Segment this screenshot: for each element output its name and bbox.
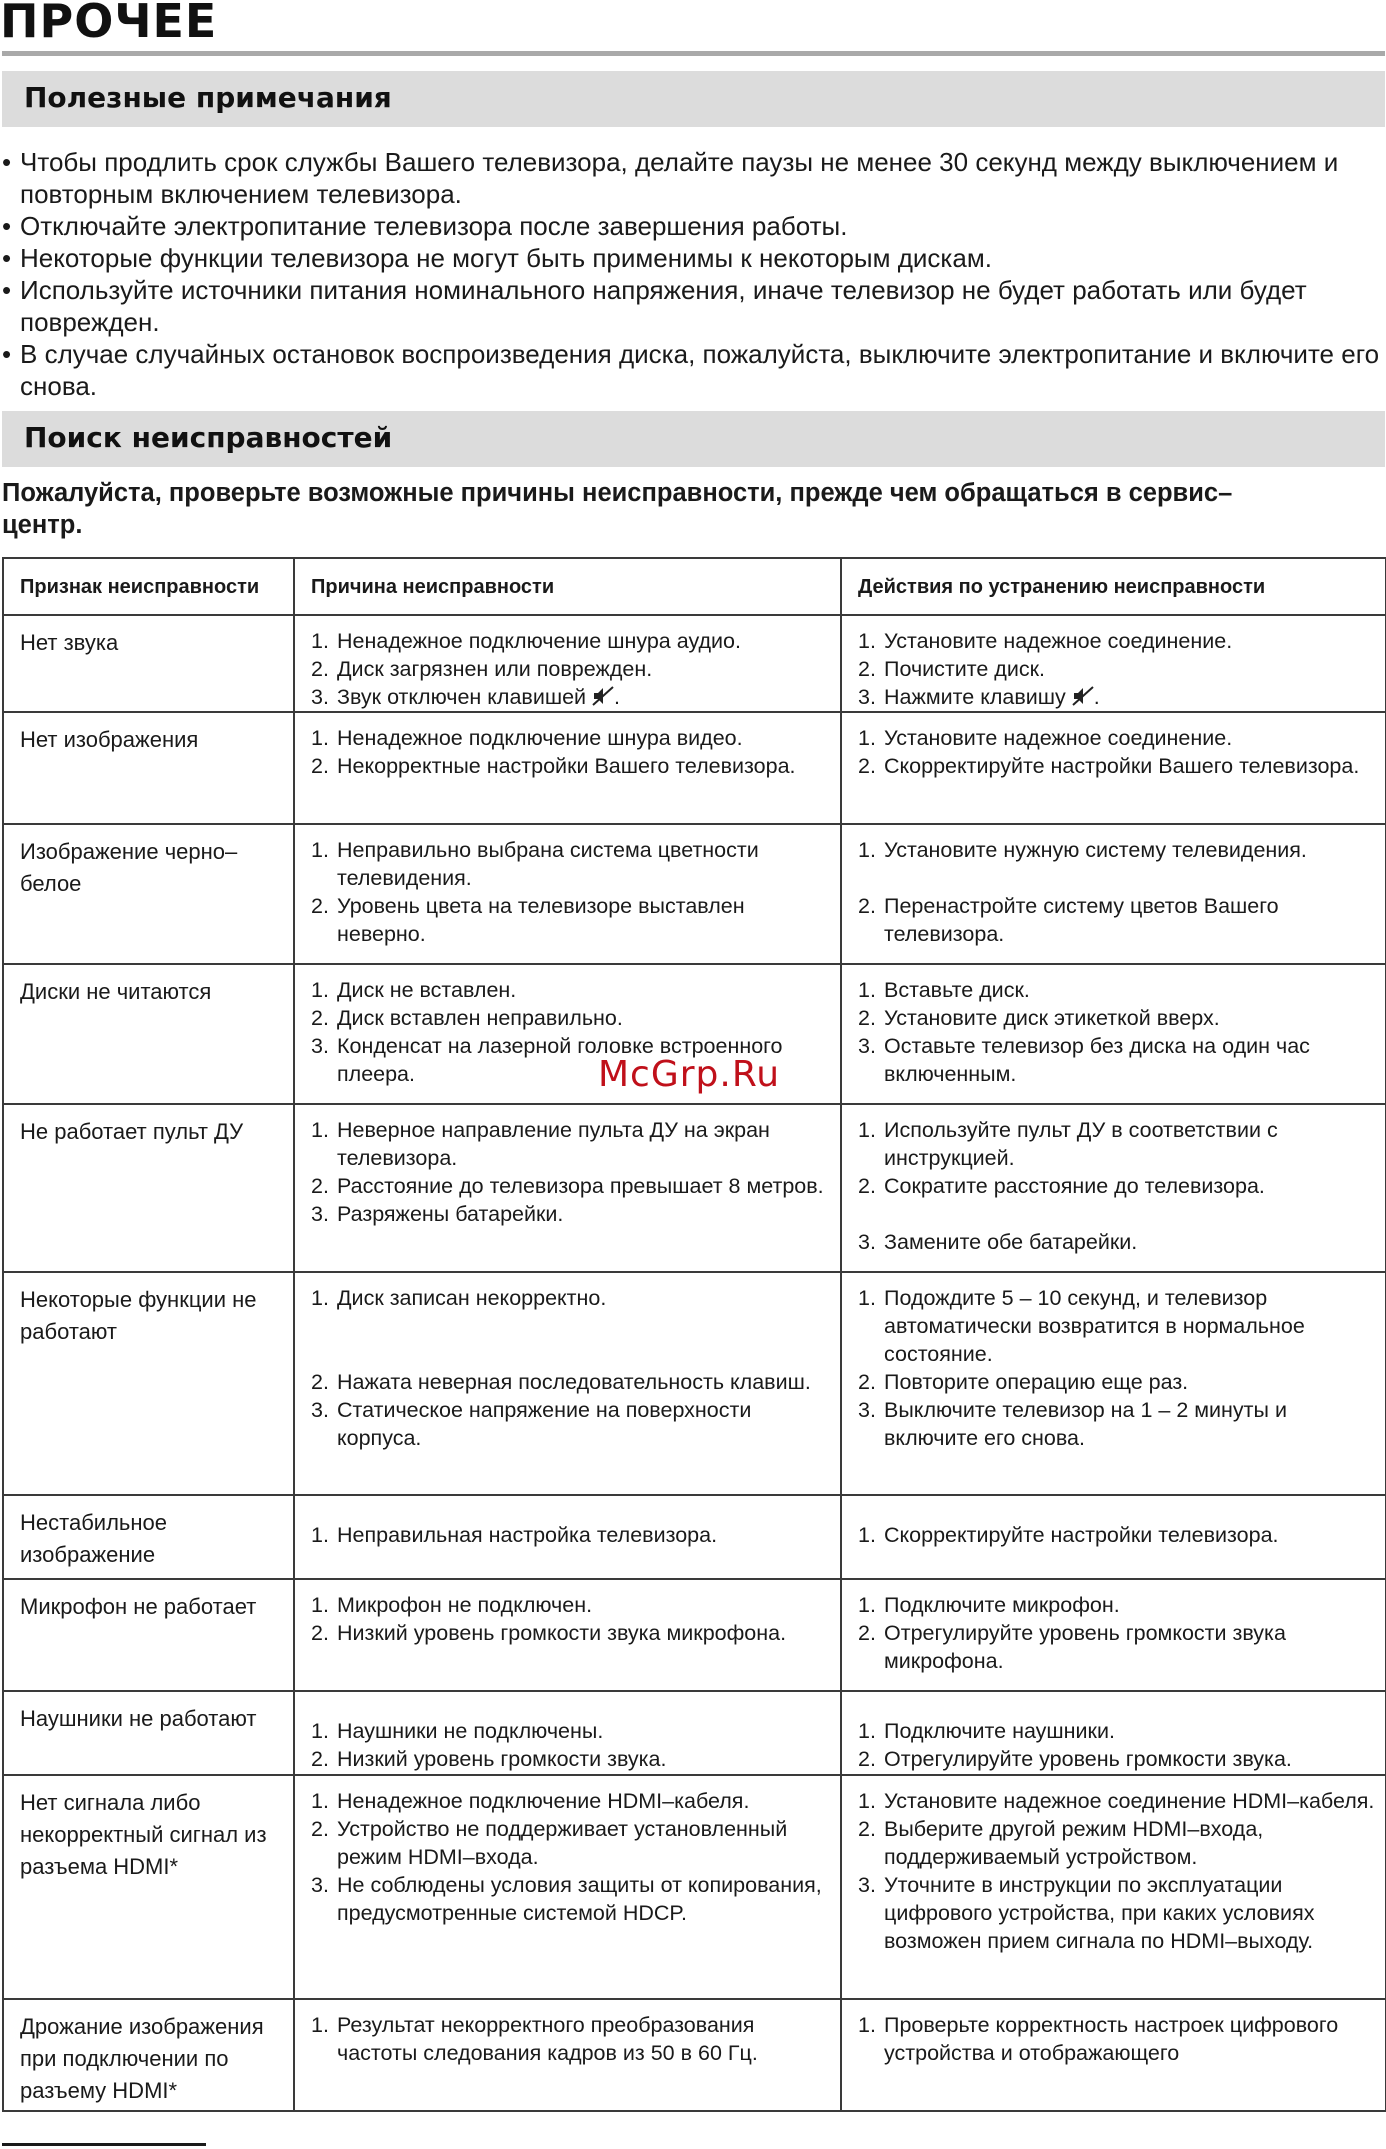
symptom-cell: Нет звука [3,615,294,712]
page-title: ПРОЧЕЕ [0,0,218,48]
action-cell: 1. Установите надежное соединение. 2. Почистите диск. 3. Нажмите клавишу . [841,615,1386,712]
column-header: Причина неисправности [294,558,841,615]
action-cell: 1. Подождите 5 – 10 секунд, и телевизор автоматически возвратится в нормальное состояние. 2. Повторите операцию еще раз. 3. Выключите телевизор на 1 – 2 минуты и включите его снова. [841,1272,1386,1495]
action-cell: 1. Скорректируйте настройки телевизора. [841,1495,1386,1579]
table-header-row [3,558,1386,615]
mute-icon [1072,686,1094,706]
title-rule [2,51,1385,56]
intro-text: Пожалуйста, проверьте возможные причины неисправности, прежде чем обращаться в сервис–центр. [2,479,1233,539]
mute-icon [592,686,614,706]
cause-cell: 1. Неправильно выбрана система цветности телевидения. 2. Уровень цвета на телевизоре выставлен неверно. [294,824,841,964]
watermark: McGrp.Ru [598,1054,781,1095]
action-cell: 1. Проверьте корректность настроек цифрового устройства и отображающего [841,1999,1386,2111]
list-item: • В случае случайных остановок воспроизведения диска, пожалуйста, выключите электропитание и включите его снова. [0,338,1380,402]
action-cell: 1. Установите надежное соединение HDMI–кабеля. 2. Выберите другой режим HDMI–входа, поддерживаемый устройством. 3. Уточните в инструкции по эксплуатации цифрового устройства, при каких условиях возможен прием сигнала по HDMI–выходу. [841,1775,1386,1999]
action-cell: 1. Установите нужную систему телевидения. 2. Перенастройте систему цветов Вашего телевизора. [841,824,1386,964]
cause-cell: 1. Результат некорректного преобразования частоты следования кадров из 50 в 60 Гц. [294,1999,841,2111]
action-cell: 1. Используйте пульт ДУ в соответствии с инструкцией. 2. Сократите расстояние до телевизора. 3. Замените обе батарейки. [841,1104,1386,1272]
symptom-cell: Микрофон не работает [3,1579,294,1691]
cause-cell: 1. Микрофон не подключен. 2. Низкий уровень громкости звука микрофона. [294,1579,841,1691]
list-item: • Чтобы продлить срок службы Вашего телевизора, делайте паузы не менее 30 секунд между выключением и повторным включением телевизора. [0,146,1380,210]
column-header: Признак неисправности [3,558,294,615]
list-item: • Используйте источники питания номинального напряжения, иначе телевизор не будет работать или будет поврежден. [0,274,1380,338]
symptom-cell: Не работает пульт ДУ [3,1104,294,1272]
table-row [3,824,1386,964]
table-row [3,1272,1386,1495]
symptom-cell: Изображение черно–белое [3,824,294,964]
cause-cell: 1. Ненадежное подключение шнура видео. 2. Некорректные настройки Вашего телевизора. [294,712,841,824]
table-row [3,615,1386,712]
table-row [3,1104,1386,1272]
action-cell: 1. Подключите микрофон. 2. Отрегулируйте уровень громкости звука микрофона. [841,1579,1386,1691]
section-header-troubleshoot [2,411,1385,467]
footnote-rule [2,2143,206,2146]
action-cell: 1. Установите надежное соединение. 2. Скорректируйте настройки Вашего телевизора. [841,712,1386,824]
symptom-cell: Нет сигнала либо некорректный сигнал из разъема HDMI* [3,1775,294,1999]
table-row [3,712,1386,824]
cause-cell: 1. Ненадежное подключение HDMI–кабеля. 2. Устройство не поддерживает установленный режим HDMI–входа. 3. Не соблюдены условия защиты от копирования, предусмотренные системой HDCP. [294,1775,841,1999]
list-item: • Некоторые функции телевизора не могут быть применимы к некоторым дискам. [0,242,1380,274]
section-header-notes [2,71,1385,127]
table-row [3,1579,1386,1691]
action-cell: 1. Вставьте диск. 2. Установите диск этикеткой вверх. 3. Оставьте телевизор без диска на один час включенным. [841,964,1386,1104]
table-row [3,1999,1386,2111]
cause-cell: 1. Наушники не подключены. 2. Низкий уровень громкости звука. [294,1691,841,1775]
section-title: Поиск неисправностей [24,421,393,454]
cause-cell: 1. Диск не вставлен. 2. Диск вставлен неправильно. 3. Конденсат на лазерной головке встроенного плеера. [294,964,841,1104]
symptom-cell: Дрожание изображения при подключении по разъему HDMI* [3,1999,294,2111]
troubleshooting-table [2,557,1386,2112]
symptom-cell: Нестабильное изображение [3,1495,294,1579]
notes-list [0,146,1380,402]
section-title: Полезные примечания [24,81,392,114]
table-row [3,1775,1386,1999]
symptom-cell: Нет изображения [3,712,294,824]
cause-cell: 1. Неверное направление пульта ДУ на экран телевизора. 2. Расстояние до телевизора превышает 8 метров. 3. Разряжены батарейки. [294,1104,841,1272]
list-item: • Отключайте электропитание телевизора после завершения работы. [0,210,1380,242]
action-cell: 1. Подключите наушники. 2. Отрегулируйте уровень громкости звука. [841,1691,1386,1775]
table-row [3,1691,1386,1775]
cause-cell: 1. Диск записан некорректно. 2. Нажата неверная последовательность клавиш. 3. Статическое напряжение на поверхности корпуса. [294,1272,841,1495]
symptom-cell: Некоторые функции не работают [3,1272,294,1495]
cause-cell: 1. Неправильная настройка телевизора. [294,1495,841,1579]
column-header: Действия по устранению неисправности [841,558,1386,615]
cause-cell: 1. Ненадежное подключение шнура аудио. 2. Диск загрязнен или поврежден. 3. Звук отключен клавишей . [294,615,841,712]
table-row [3,1495,1386,1579]
symptom-cell: Диски не читаются [3,964,294,1104]
symptom-cell: Наушники не работают [3,1691,294,1775]
